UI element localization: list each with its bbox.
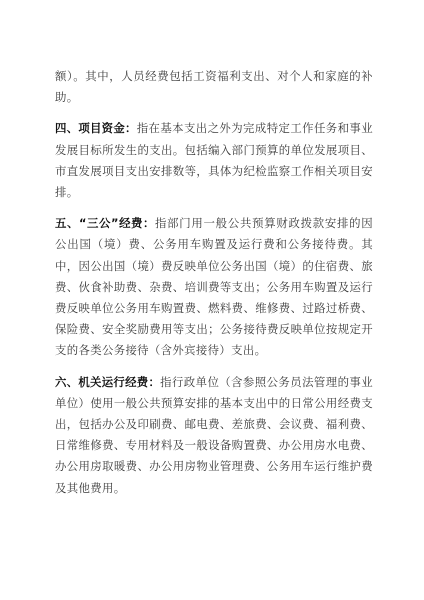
paragraph-text: 额）。其中，人员经费包括工资福利支出、对个人和家庭的补助。 bbox=[55, 69, 373, 105]
paragraph-text: 指在基本支出之外为完成特定工作任务和事业发展目标所发生的支出。包括编入部门预算的单位发展项目、市直发展项目支出安排数等，具体为纪检监察工作相关项目安排。 bbox=[55, 121, 373, 200]
paragraph-term: 五、“三公”经费： bbox=[55, 216, 156, 231]
paragraph-term: 四、项目资金： bbox=[55, 121, 137, 136]
paragraph-project-funds bbox=[55, 118, 373, 203]
paragraph-operating-expenses bbox=[55, 372, 373, 499]
paragraph-term: 六、机关运行经费： bbox=[55, 374, 161, 389]
paragraph-text: 指部门用一般公共预算财政拨款安排的因公出国（境）费、公务用车购置及运行费和公务接待费。其中，因公出国（境）费反映单位公务出国（境）的住宿费、旅费、伙食补助费、杂费、培训费等支出；公务用车购置及运行费反映单位公务用车购置费、燃料费、维修费、过路过桥费、保险费、安全奖励费用等支出；公务接待费反映单位按规定开支的各类公务接待（含外宾接待）支出。 bbox=[55, 216, 373, 358]
paragraph-text: 指行政单位（含参照公务员法管理的事业单位）使用一般公共预算安排的基本支出中的日常公用经费支出，包括办公及印刷费、邮电费、差旅费、会议费、福利费、日常维修费、专用材料及一般设备购置费、办公用房水电费、办公用房取暖费、办公用房物业管理费、公务用车运行维护费及其他费用。 bbox=[55, 374, 373, 495]
paragraph-three-public-expenses bbox=[55, 213, 373, 361]
paragraph-personnel-funds bbox=[55, 66, 373, 108]
document-body bbox=[55, 66, 373, 499]
